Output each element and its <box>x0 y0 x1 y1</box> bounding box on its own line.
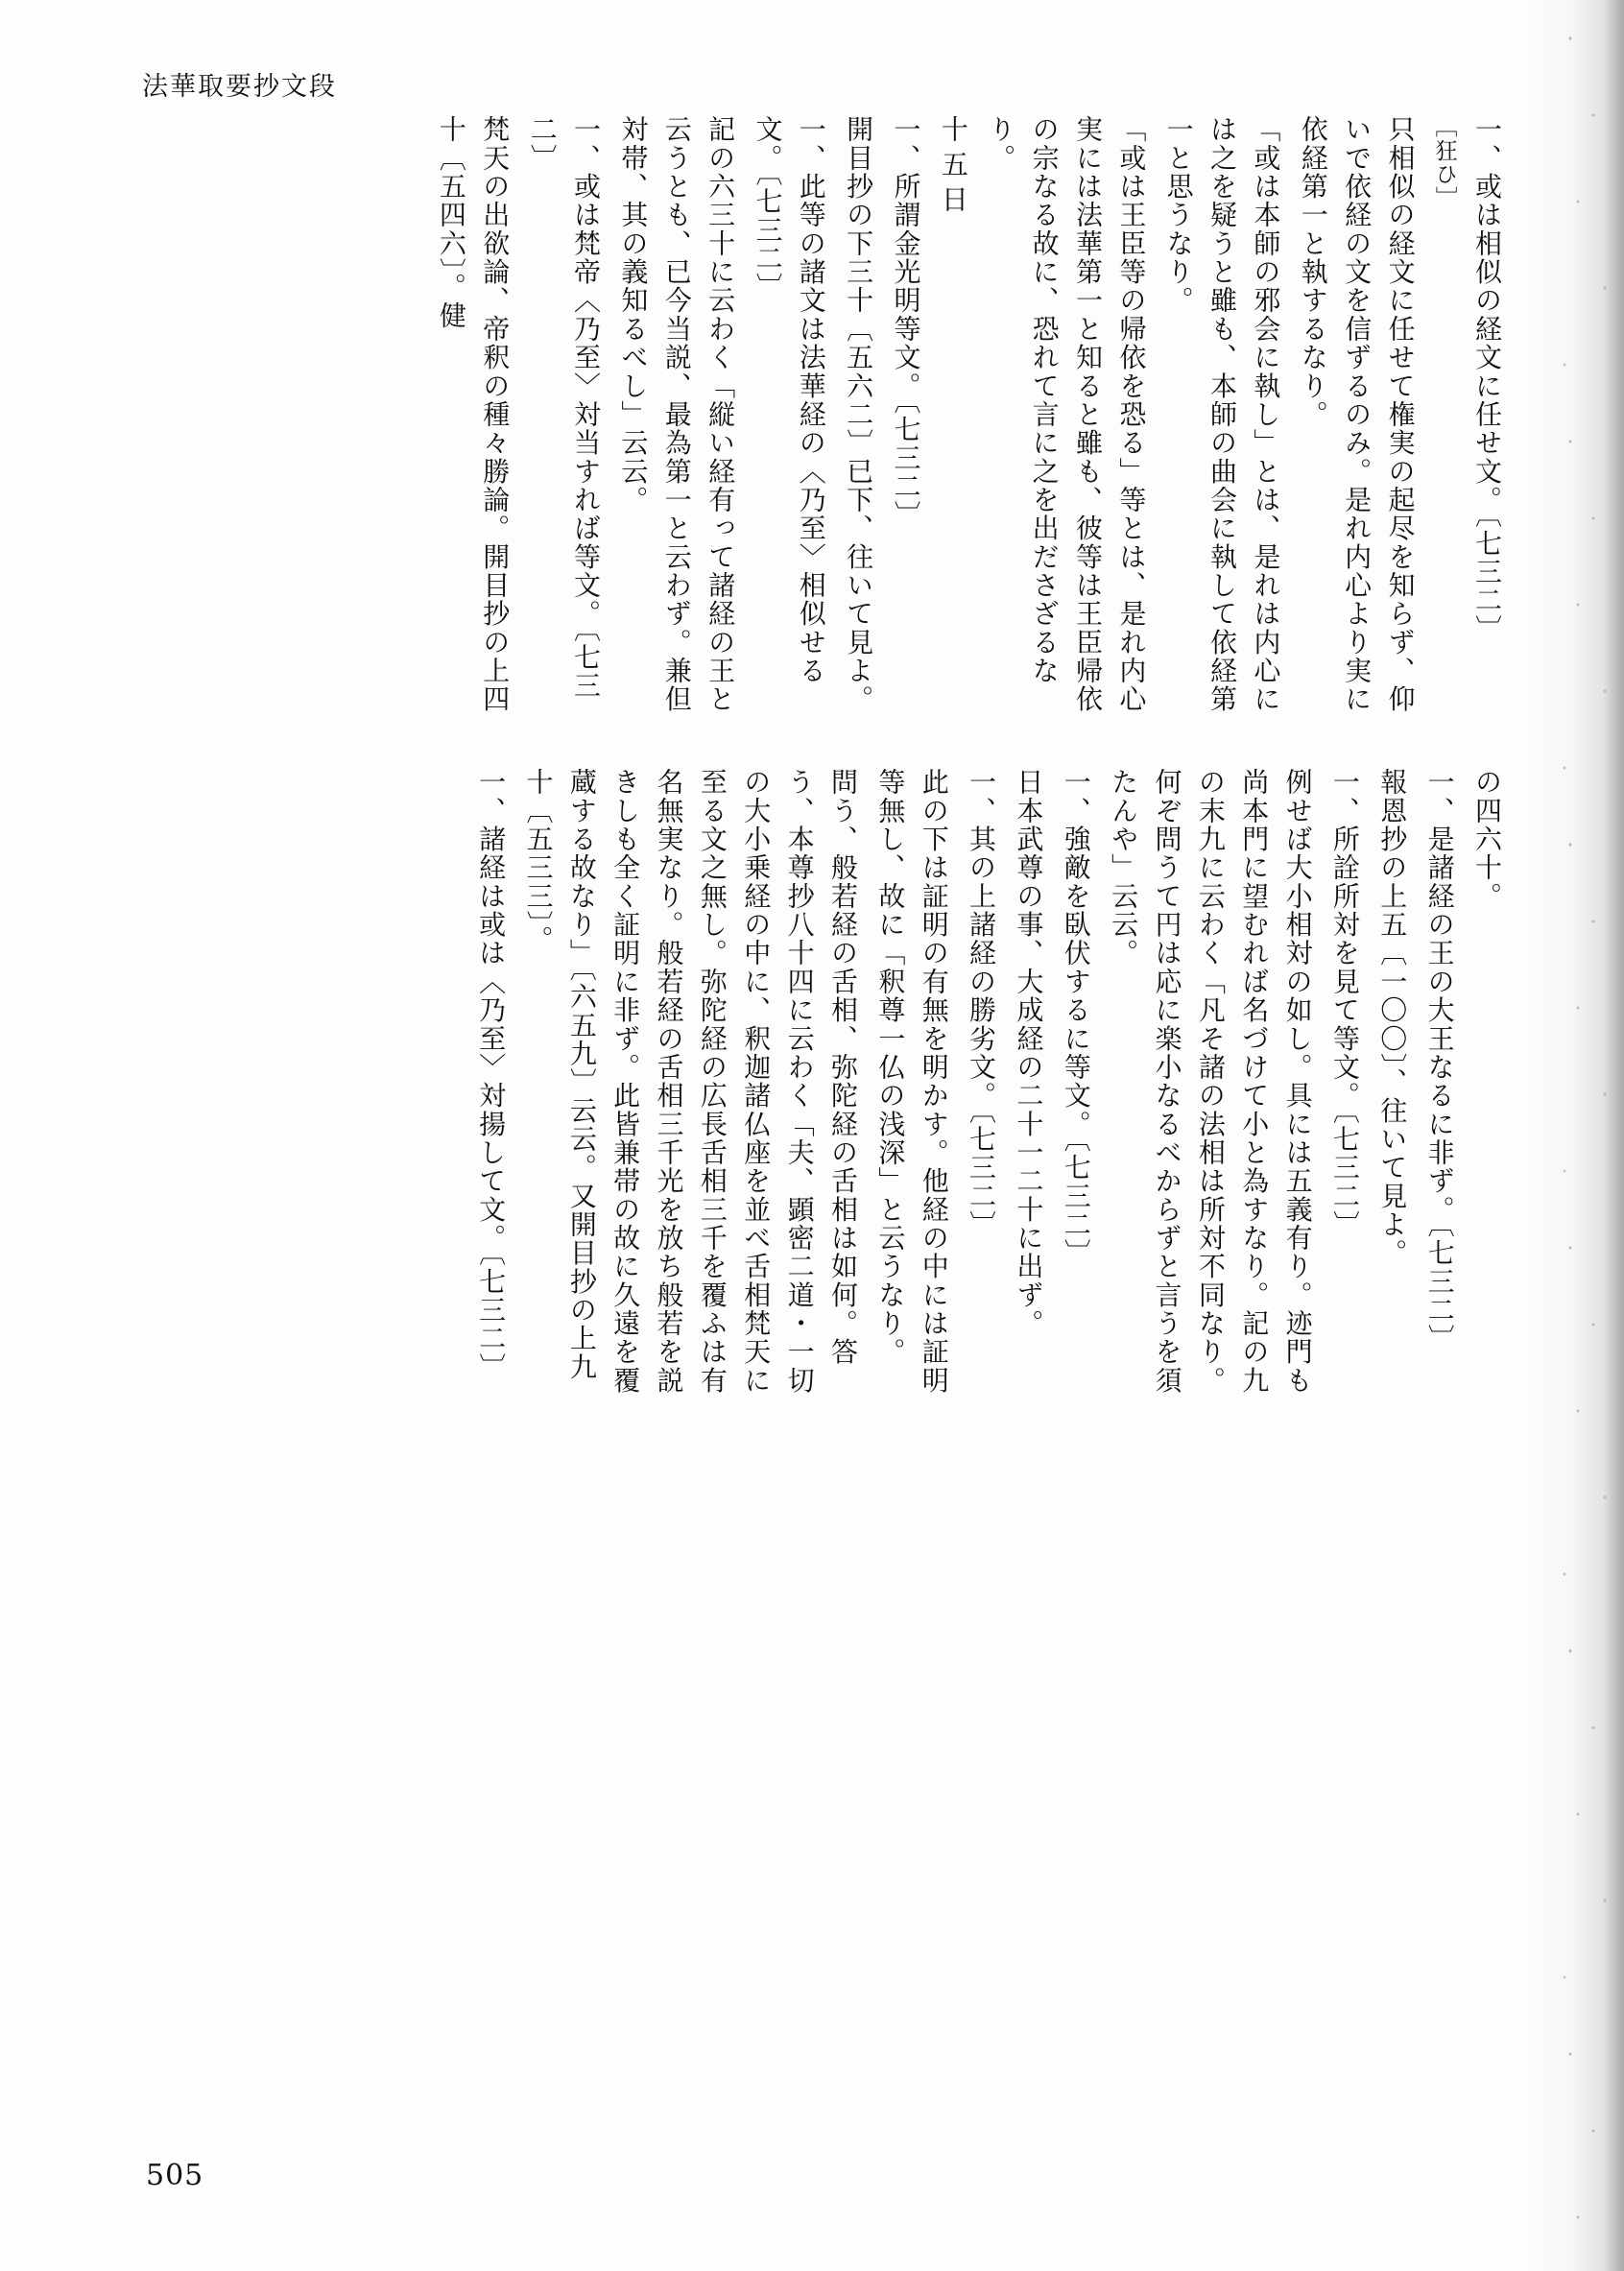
paragraph: 一、或は相似の経文に任せ文。〔七三二〕 <box>1471 115 1503 643</box>
paragraph: 一、或は梵帝〈乃至〉対当すれば等文。〔七三二〕 <box>526 115 602 701</box>
page-edge-texture <box>1557 0 1624 2271</box>
paragraph: 「或は王臣等の帰依を恐る」等とは、是れ内心実には法華第一と知ると雖も、彼等は王臣帰依の宗なる故に、恐れて言に之を出ださざるなり。 <box>985 115 1148 714</box>
paragraph: 報恩抄の上五〔一〇〇〕、往いて見よ。 <box>1376 768 1409 1268</box>
running-head: 法華取要抄文段 <box>142 72 337 102</box>
text-block-upper <box>127 115 1509 729</box>
paragraph: 「或は本師の邪会に執し」とは、是れは内心には之を疑うと雖も、本師の曲会に執して依経第一と思うなり。 <box>1162 115 1282 714</box>
paragraph: 問う、般若経の舌相、弥陀経の舌相は如何。答う、本尊抄八十四に云わく「夫、顕密二道・一切の大小乗経の中に、釈迦諸仏座を並べ舌相梵天に至る文之無し。弥陀経の広長舌相三千を覆ふは有名無実なり。般若経の舌相三千光を放ち般若を説きしも全く証明に非ず。此皆兼帯の故に久遠を覆蔵する故なり」〔六五九〕云云。又開目抄の上九十〔五三三〕。 <box>522 768 859 1395</box>
paragraph: 例せば大小相対の如し。具には五義有り。迹門も尚本門に望むれば名づけて小と為すなり。記の九の末九に云わく「凡そ諸の法相は所対不同なり。何ぞ問うて円は応に楽小なるべからずと言うを須たんや」云云。 <box>1108 768 1314 1395</box>
paragraph: の四六十。 <box>1471 768 1503 911</box>
paragraph: 記の六三十に云わく「縦い経有って諸経の王と云うとも、已今当説、最為第一と云わず。兼但対帯、其の義知るべし」云云。 <box>617 115 737 714</box>
paragraph: 一、諸経は或は〈乃至〉対揚して文。〔七三二〕 <box>475 768 508 1381</box>
paragraph: 一、強敵を臥伏するに等文。〔七三二〕 <box>1060 768 1092 1268</box>
paragraph: 一、所詮所対を見て等文。〔七三二〕 <box>1328 768 1361 1239</box>
date-heading: 十五日 <box>937 115 969 221</box>
paragraph: 開目抄の下三十〔五六二〕已下、往いて見よ。 <box>843 115 875 714</box>
paragraph: 一、其の上諸経の勝劣文。〔七三二〕 <box>966 768 998 1239</box>
page-edge-shadow <box>1518 0 1624 2271</box>
paragraph: 日本武尊の事、大成経の二十一二十に出ず。 <box>1013 768 1045 1338</box>
paragraph: 一、此等の諸文は法華経の〈乃至〉相似せる文。〔七三二〕 <box>752 115 827 685</box>
paragraph-bracket-note: ［狂ひ］ <box>1431 115 1457 210</box>
paragraph: 一、所謂金光明等文。〔七三二〕 <box>890 115 922 530</box>
text-block-lower <box>127 768 1509 1401</box>
paragraph: 梵天の出欲論、帝釈の種々勝論。開目抄の上四十〔五四六〕。健 <box>435 115 512 714</box>
page-number: 505 <box>146 2159 204 2192</box>
paragraph: 一、是諸経の王の大王なるに非ず。〔七三二〕 <box>1423 768 1456 1353</box>
paragraph: 只相似の経文に任せて権実の起尽を知らず、仰いで依経の文を信ずるのみ。是れ内心より実に依経第一と執するなり。 <box>1297 115 1417 714</box>
paragraph: 此の下は証明の有無を明かす。他経の中には証明等無し、故に「釈尊一仏の浅深」と云うなり。 <box>874 768 950 1395</box>
